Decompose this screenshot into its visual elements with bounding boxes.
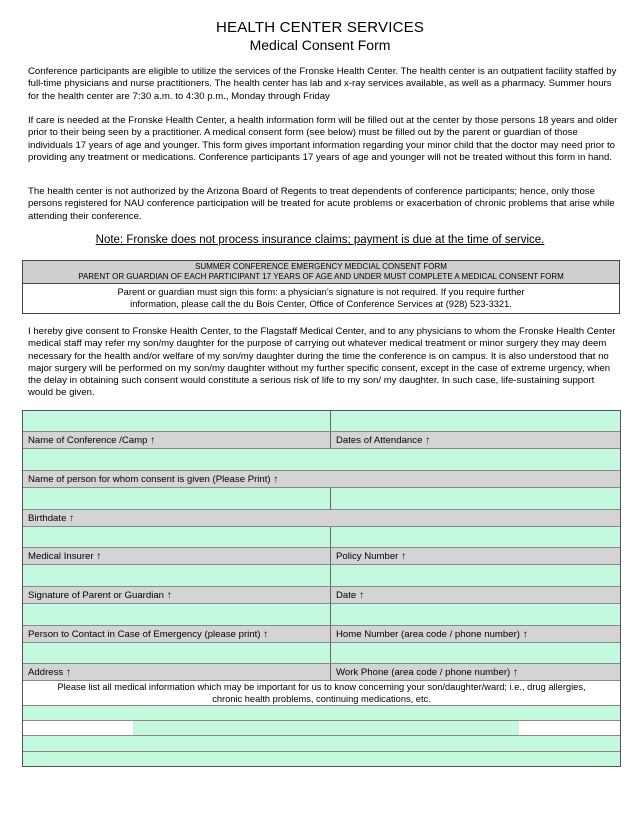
notice-body-line2: information, please call the du Bois Center, Office of Conference Services at (928) 523-3321.: [130, 299, 512, 309]
insurance-label-row: [23, 548, 620, 565]
insurance-note-text: Note: Fronske does not process insurance claims; payment is due at the time of service.: [95, 234, 545, 246]
up-arrow-icon: ↑: [425, 435, 431, 446]
notice-header-line1: SUMMER CONFERENCE EMERGENCY MEDCIAL CONSENT FORM: [195, 262, 447, 271]
signature-input-row: [23, 565, 620, 587]
emergency-contact-label: [28, 629, 268, 640]
birthdate-label-row: [23, 510, 620, 527]
date-input[interactable]: [331, 565, 620, 586]
medical-info-instructions: Please list all medical information which may be important for us to know concerning your son/daughter/ward; i.e., drug allergies, chronic health problems, continuing medications, etc.: [23, 681, 620, 706]
address-input-row: [23, 643, 620, 664]
medical-info-line-2-middle[interactable]: [133, 721, 519, 735]
up-arrow-icon: ↑: [522, 629, 528, 640]
work-phone-label-text: Work Phone (area code / phone number): [336, 667, 511, 678]
person-name-label-text: Name of person for whom consent is given (Please Print): [28, 474, 271, 485]
consent-paragraph: I hereby give consent to Fronske Health Center, to the Flagstaff Medical Center, and to any physicians to whom the Fronske Health Center medical staff may refer my son/my daughter for the purpose of carrying out whatever medical treatment or minor surgery they may deem necessary for the health and/or welfare of my son/my daughter during the time the conference is on campus. It is also understood that no major surgery will be performed on my son/my daughter without my further specific consent, except in the case of extreme urgency, when the delay in obtaining such consent would constitute a serious risk of life to my son/ my daughter. In such case, life-sustaining support would be given.: [28, 326, 616, 399]
emergency-contact-label-text: Person to Contact in Case of Emergency (please print): [28, 629, 261, 640]
date-label-cell: [331, 587, 620, 603]
signature-input[interactable]: [23, 565, 331, 586]
emergency-contact-input[interactable]: [23, 604, 331, 625]
notice-body: [23, 284, 619, 313]
address-label: [28, 667, 71, 678]
up-arrow-icon: ↑: [166, 590, 172, 601]
medical-insurer-label: [28, 551, 101, 562]
address-label-cell: [23, 664, 331, 680]
consent-notice-box: [22, 260, 620, 314]
medical-info-line-4[interactable]: [23, 752, 620, 766]
home-number-label-text: Home Number (area code / phone number): [336, 629, 520, 640]
insurance-input-row: [23, 527, 620, 548]
consent-form: [22, 410, 621, 767]
emergency-label-cell: [23, 626, 331, 642]
notice-header: [23, 261, 619, 284]
signature-label-text: Signature of Parent or Guardian: [28, 590, 164, 601]
eligibility-paragraph: Conference participants are eligible to utilize the services of the Fronske Health Center. The health center is an outpatient facility staffed by full-time physicians and nurse practitioners. The health center has lab and x-ray services available, as well as a pharmacy. Summer hours for the health center are 7:30 a.m. to 4:30 p.m., Monday through Friday: [28, 66, 617, 102]
policy-number-input[interactable]: [331, 527, 620, 547]
medical-info-line-2-left[interactable]: [23, 721, 133, 735]
up-arrow-icon: ↑: [273, 474, 279, 485]
signature-label: [28, 590, 172, 601]
policy-number-label-text: Policy Number: [336, 551, 399, 562]
home-number-label: [336, 629, 528, 640]
policy-label-cell: [331, 548, 620, 564]
conference-name-input[interactable]: [23, 411, 331, 431]
up-arrow-icon: ↑: [69, 513, 75, 524]
notice-header-line2: PARENT OR GUARDIAN OF EACH PARTICIPANT 17 YEARS OF AGE AND UNDER MUST COMPLETE A MEDICAL CONSENT FORM: [78, 272, 564, 281]
conference-name-label: [28, 435, 155, 446]
conference-name-label-text: Name of Conference /Camp: [28, 435, 148, 446]
up-arrow-icon: ↑: [358, 590, 364, 601]
up-arrow-icon: ↑: [512, 667, 518, 678]
conference-label-cell: [23, 432, 331, 448]
dates-attendance-label: [336, 435, 430, 446]
medical-info-line-1[interactable]: [23, 706, 620, 721]
birthdate-input-row: [23, 488, 620, 510]
up-arrow-icon: ↑: [263, 629, 269, 640]
birthdate-label-text: Birthdate: [28, 513, 67, 524]
work-phone-input[interactable]: [331, 643, 620, 663]
medical-insurer-input[interactable]: [23, 527, 331, 547]
page-title: HEALTH CENTER SERVICES: [215, 19, 425, 36]
work-phone-label-cell: [331, 664, 620, 680]
signature-label-row: [23, 587, 620, 604]
conference-label-row: [23, 432, 620, 449]
work-phone-label: [336, 667, 518, 678]
page-subtitle: Medical Consent Form: [249, 37, 391, 53]
care-paragraph: If care is needed at the Fronske Health Center, a health information form will be filled out at the center by those persons 18 years and older prior to their being seen by a practitioner. A medical consent form (see below) must be filled out by the parent or guardian of those individuals 17 years of age and younger. This form gives important information regarding your minor child that the doctor may need prior to providing any treatment or medications. Conference participants 17 years of age and younger will not be treated without this form in hand.: [28, 115, 618, 163]
medical-info-line-2-right[interactable]: [519, 721, 620, 735]
up-arrow-icon: ↑: [96, 551, 102, 562]
dates-attendance-input[interactable]: [331, 411, 620, 431]
date-label-text: Date: [336, 590, 357, 601]
up-arrow-icon: ↑: [65, 667, 71, 678]
medical-info-line-2: [23, 721, 620, 736]
person-name-label: [28, 474, 278, 485]
birthdate-input[interactable]: [23, 488, 331, 509]
person-name-label-row: [23, 471, 620, 488]
dates-attendance-label-text: Dates of Attendance: [336, 435, 423, 446]
home-number-input[interactable]: [331, 604, 620, 625]
insurer-label-cell: [23, 548, 331, 564]
emergency-input-row: [23, 604, 620, 626]
dates-label-cell: [331, 432, 620, 448]
conference-input-row: [23, 411, 620, 432]
up-arrow-icon: ↑: [150, 435, 156, 446]
birthdate-label: [28, 513, 74, 524]
address-label-text: Address: [28, 667, 64, 678]
birthdate-extra-cell[interactable]: [331, 488, 620, 509]
notice-body-line1: Parent or guardian must sign this form: a physician’s signature is not required. If you require further: [117, 287, 525, 297]
signature-label-cell: [23, 587, 331, 603]
person-name-input[interactable]: [23, 449, 620, 471]
up-arrow-icon: ↑: [401, 551, 407, 562]
date-label: [336, 590, 364, 601]
authorization-paragraph: The health center is not authorized by the Arizona Board of Regents to treat dependents of conference participants; hence, only those persons registered for NAU conference participation will be treated for acute problems or exacerbation of chronic problems that arise while attending their conference.: [28, 186, 615, 222]
insurance-note: [0, 234, 640, 246]
medical-info-line-3[interactable]: [23, 736, 620, 752]
policy-number-label: [336, 551, 406, 562]
home-number-label-cell: [331, 626, 620, 642]
medical-insurer-label-text: Medical Insurer: [28, 551, 94, 562]
emergency-label-row: [23, 626, 620, 643]
address-input[interactable]: [23, 643, 331, 663]
address-label-row: [23, 664, 620, 681]
